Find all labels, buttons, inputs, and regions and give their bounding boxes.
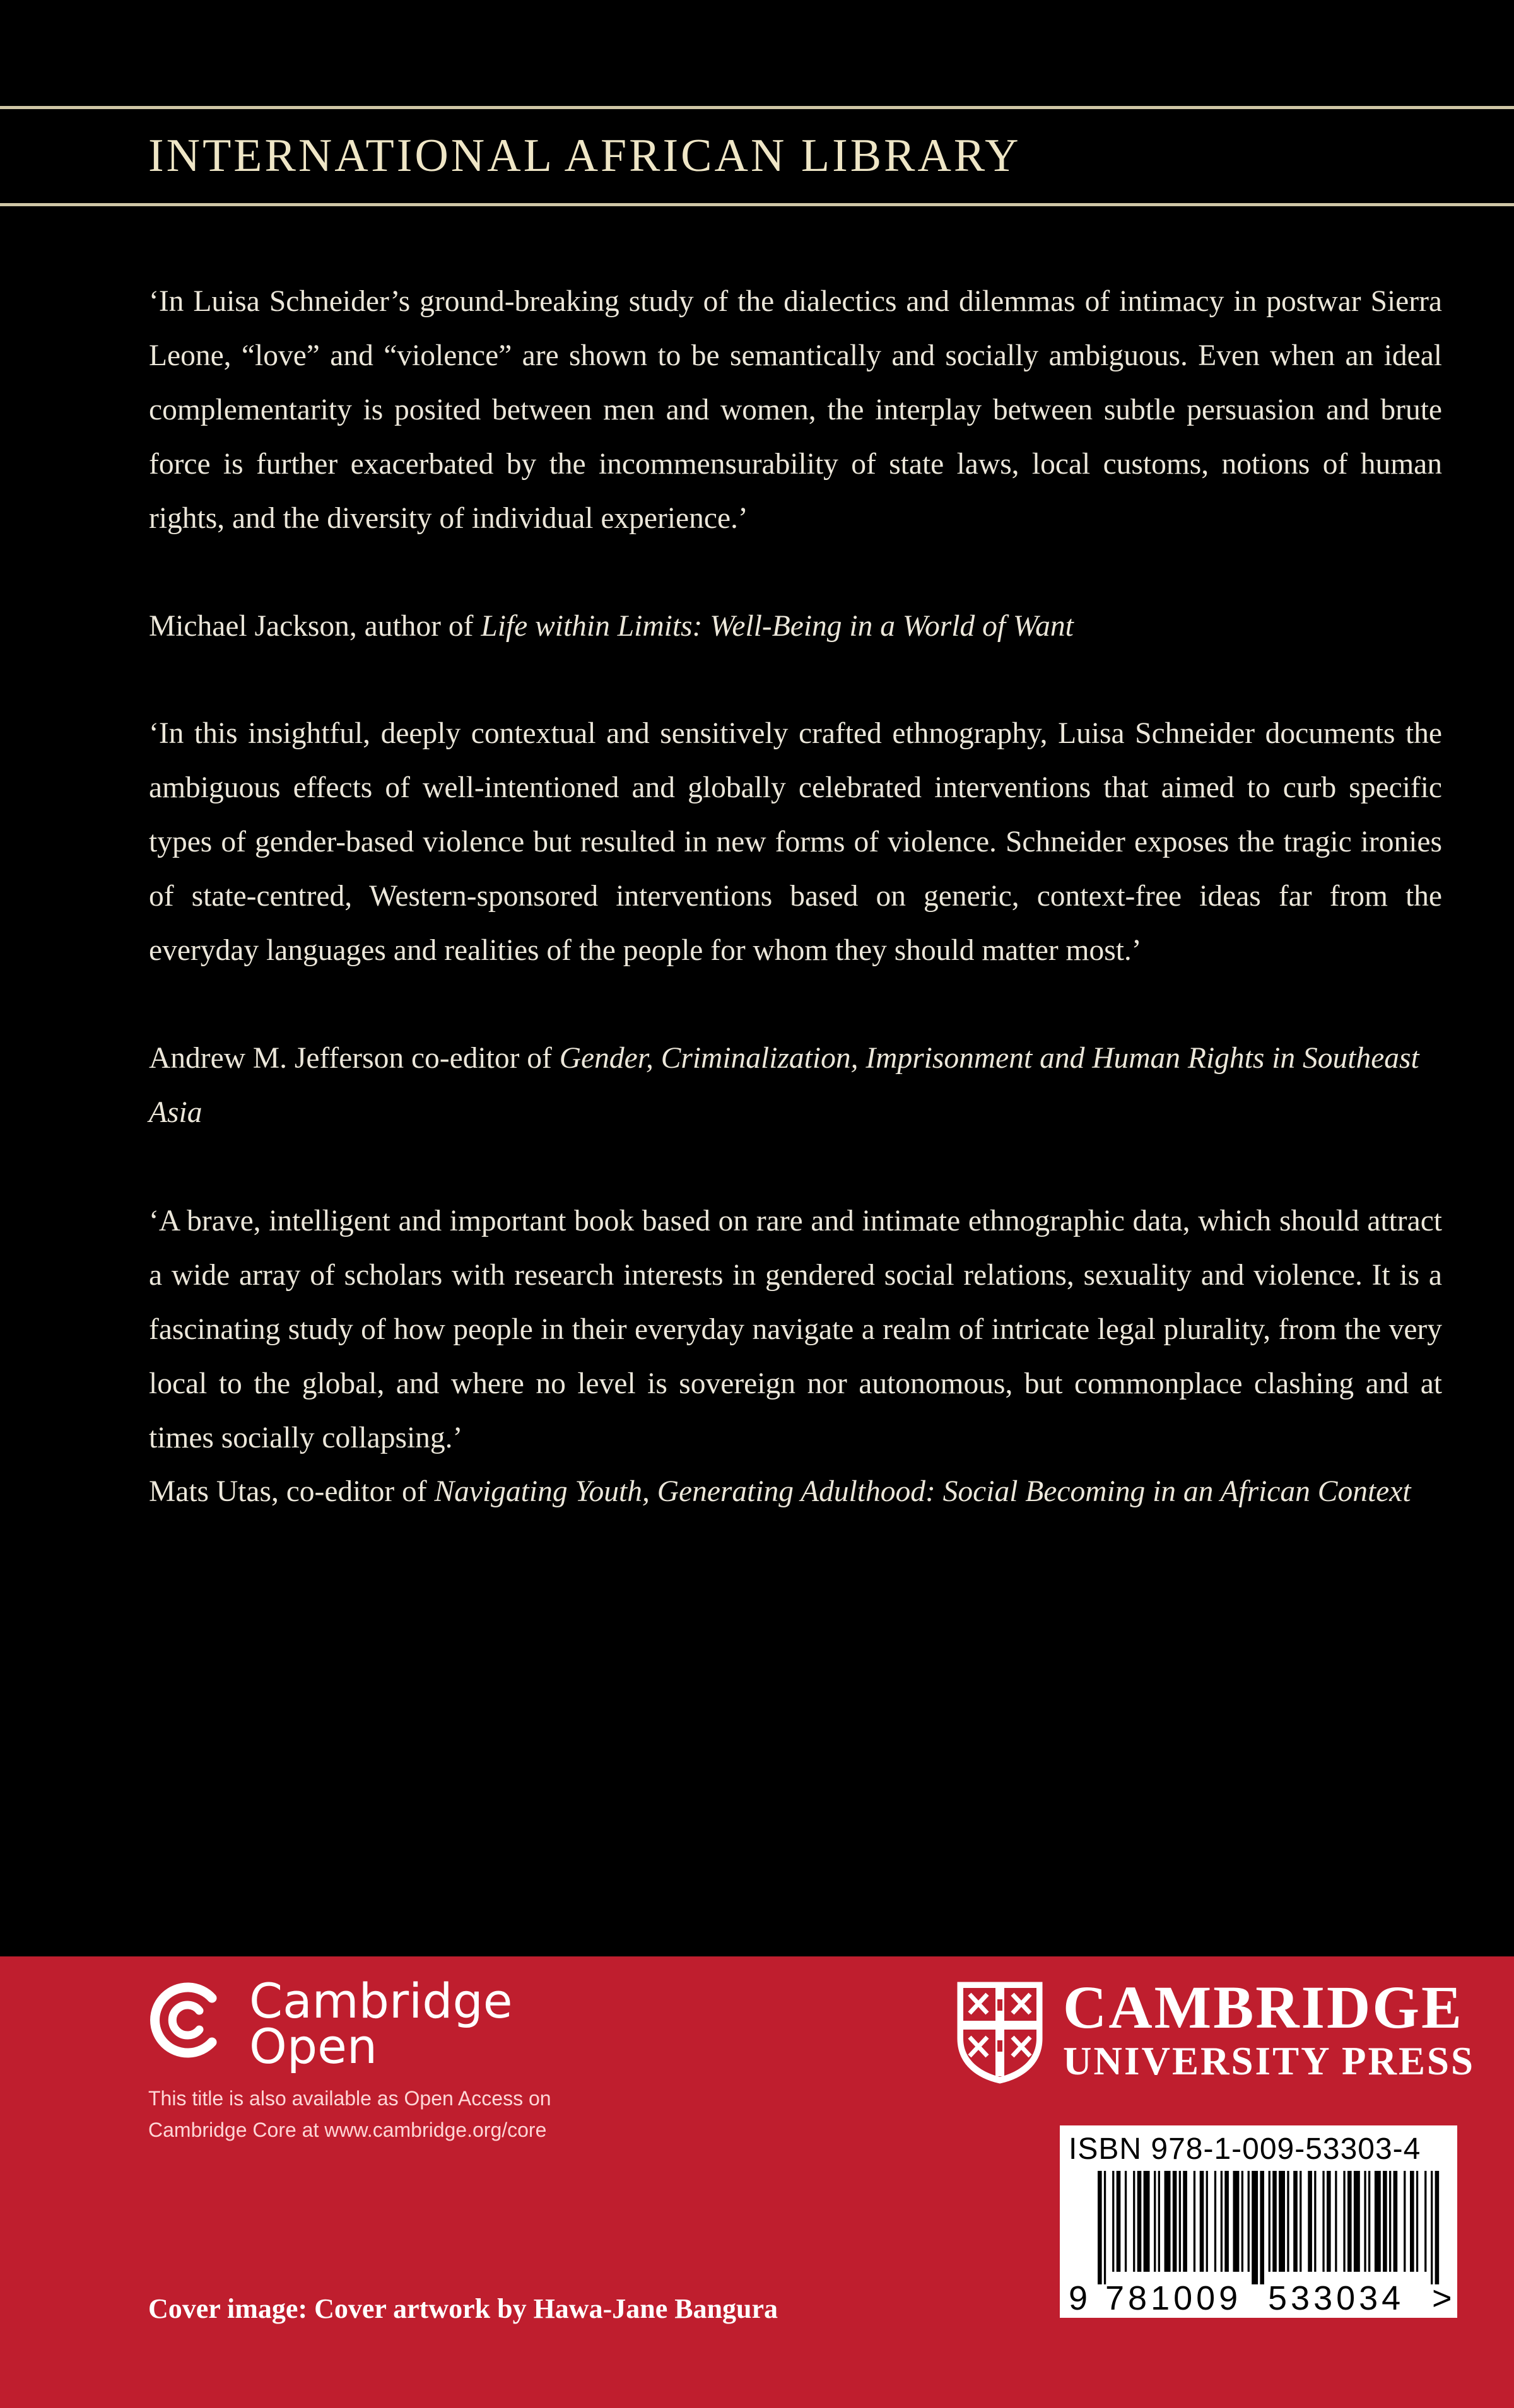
barcode-bar	[1279, 2171, 1285, 2272]
open-access-note-2: Cambridge Core at www.cambridge.org/core	[148, 2119, 547, 2141]
barcode-bar	[1424, 2171, 1426, 2272]
barcode-bar	[1404, 2171, 1405, 2272]
cambridge-open-c-icon	[146, 1979, 228, 2061]
barcode-bar	[1375, 2171, 1381, 2272]
barcode-bar	[1194, 2171, 1195, 2272]
endorsement-1-author: Michael Jackson, author of	[149, 610, 481, 643]
endorsement-2-author: Andrew M. Jefferson co-editor of	[149, 1042, 560, 1075]
barcode-bar	[1300, 2171, 1301, 2272]
cover-credit: Cover image: Cover artwork by Hawa-Jane Bangura	[148, 2293, 778, 2324]
university-crest-icon	[956, 1980, 1044, 2084]
barcode-bar	[1214, 2171, 1216, 2272]
barcode-bar	[1368, 2171, 1370, 2272]
barcode-bar	[1389, 2171, 1391, 2272]
barcode-bar	[1293, 2171, 1298, 2272]
barcode-bar	[1098, 2171, 1102, 2284]
barcode-bar	[1165, 2171, 1171, 2272]
barcode-bar	[1117, 2171, 1121, 2272]
barcode-digits-right: 533034	[1268, 2279, 1405, 2317]
endorsement-3-work: Navigating Youth, Generating Adulthood: Social Becoming in an African Context	[434, 1475, 1411, 1508]
barcode-bar	[1179, 2171, 1181, 2272]
endorsement-1-work: Life within Limits: Well-Being in a World of Want	[481, 610, 1074, 643]
barcode-bar	[1200, 2171, 1204, 2272]
title-rule	[0, 203, 1514, 206]
barcode-bar	[1206, 2171, 1208, 2272]
publisher-subtitle: UNIVERSITY PRESS	[1063, 2039, 1476, 2083]
barcode-bar	[1104, 2171, 1106, 2284]
barcode-bar	[1327, 2171, 1331, 2272]
barcode-bar	[1343, 2171, 1345, 2272]
barcode-bar	[1410, 2171, 1414, 2272]
barcode-bar	[1431, 2171, 1433, 2284]
series-title: INTERNATIONAL AFRICAN LIBRARY	[148, 130, 1021, 182]
barcode-bar	[1347, 2171, 1352, 2272]
barcode-digits-left: 781009	[1105, 2279, 1242, 2317]
barcode-bar	[1221, 2171, 1223, 2272]
top-rule	[0, 106, 1514, 109]
isbn-label: ISBN 978-1-009-53303-4	[1069, 2132, 1421, 2166]
barcode-bar	[1394, 2171, 1398, 2272]
barcode-bar	[1322, 2171, 1324, 2272]
barcode-bar	[1383, 2171, 1387, 2272]
publisher-name: CAMBRIDGE	[1063, 1973, 1464, 2041]
barcode-bar	[1252, 2171, 1258, 2284]
barcode-bar	[1144, 2171, 1150, 2272]
endorsement-3-attribution	[149, 1464, 1448, 1519]
endorsement-2-work: Gender, Criminalization, Imprisonment and Human Rights in Southeast Asia	[149, 1042, 1419, 1129]
cambridge-open-word-2: Open	[249, 2018, 377, 2074]
endorsement-2-quote: ‘In this insightful, deeply contextual and sensitively crafted ethnography, Luisa Schneider documents the ambiguous effects of well-intentioned and globally celebrated interventions that aimed to curb specific types of gender-based violence but resulted in new forms of violence. Schneider exposes the tragic ironies of state-centred, Western-sponsored interventions based on generic, context-free ideas far from the everyday languages and realities of the people for whom they should matter most.’	[149, 717, 1442, 967]
barcode-bar	[1233, 2171, 1240, 2272]
barcode-bar	[1260, 2171, 1264, 2284]
endorsement-1-attribution	[149, 599, 1448, 653]
barcode-bar	[1183, 2171, 1187, 2272]
endorsement-2-attribution	[149, 1031, 1448, 1140]
barcode-bar	[1248, 2171, 1250, 2272]
barcode-bar	[1224, 2171, 1229, 2272]
barcode-bar	[1272, 2171, 1277, 2272]
barcode-bar	[1269, 2171, 1270, 2272]
barcode-bar	[1125, 2171, 1127, 2272]
endorsement-1-quote: ‘In Luisa Schneider’s ground-breaking study of the dialectics and dilemmas of intimacy in postwar Sierra Leone, “love” and “violence” are shown to be semantically and socially ambiguous. Even when an ideal complementarity is posited between men and women, the interplay between subtle persuasion and brute force is further exacerbated by the incommensurability of state laws, local customs, notions of human rights, and the diversity of individual experience.’	[149, 285, 1442, 535]
barcode-bar	[1154, 2171, 1156, 2272]
barcode-bar	[1287, 2171, 1289, 2272]
cambridge-open-word-1: Cambridge	[249, 1973, 513, 2029]
open-access-note-1: This title is also available as Open Access on	[148, 2087, 551, 2110]
barcode-bar	[1158, 2171, 1160, 2272]
barcode-bar	[1335, 2171, 1337, 2272]
barcode-bar	[1354, 2171, 1360, 2272]
barcode-bar	[1435, 2171, 1440, 2284]
barcode-bar	[1133, 2171, 1135, 2272]
barcode-bar	[1364, 2171, 1366, 2272]
barcode-bar	[1241, 2171, 1243, 2272]
endorsement-3-author: Mats Utas, co-editor of	[149, 1475, 435, 1508]
barcode-bar	[1112, 2171, 1114, 2272]
barcode-bar	[1308, 2171, 1312, 2272]
barcode-bar	[1416, 2171, 1418, 2272]
barcode-bar	[1137, 2171, 1142, 2272]
barcode-bar	[1173, 2171, 1177, 2272]
endorsement-3-quote: ‘A brave, intelligent and important book based on rare and intimate ethnographic data, which should attract a wide array of scholars with research interests in gendered social relations, sexuality and violence. It is a fascinating study of how people in their everyday navigate a realm of intricate legal plurality, from the very local to the global, and where no level is sovereign nor autonomous, but commonplace clashing and at times socially collapsing.’	[149, 1205, 1442, 1454]
barcode-arrow: >	[1432, 2279, 1456, 2317]
isbn-barcode	[1060, 2125, 1457, 2318]
barcode-digit-first: 9	[1069, 2279, 1092, 2317]
barcode-bar	[1314, 2171, 1316, 2272]
